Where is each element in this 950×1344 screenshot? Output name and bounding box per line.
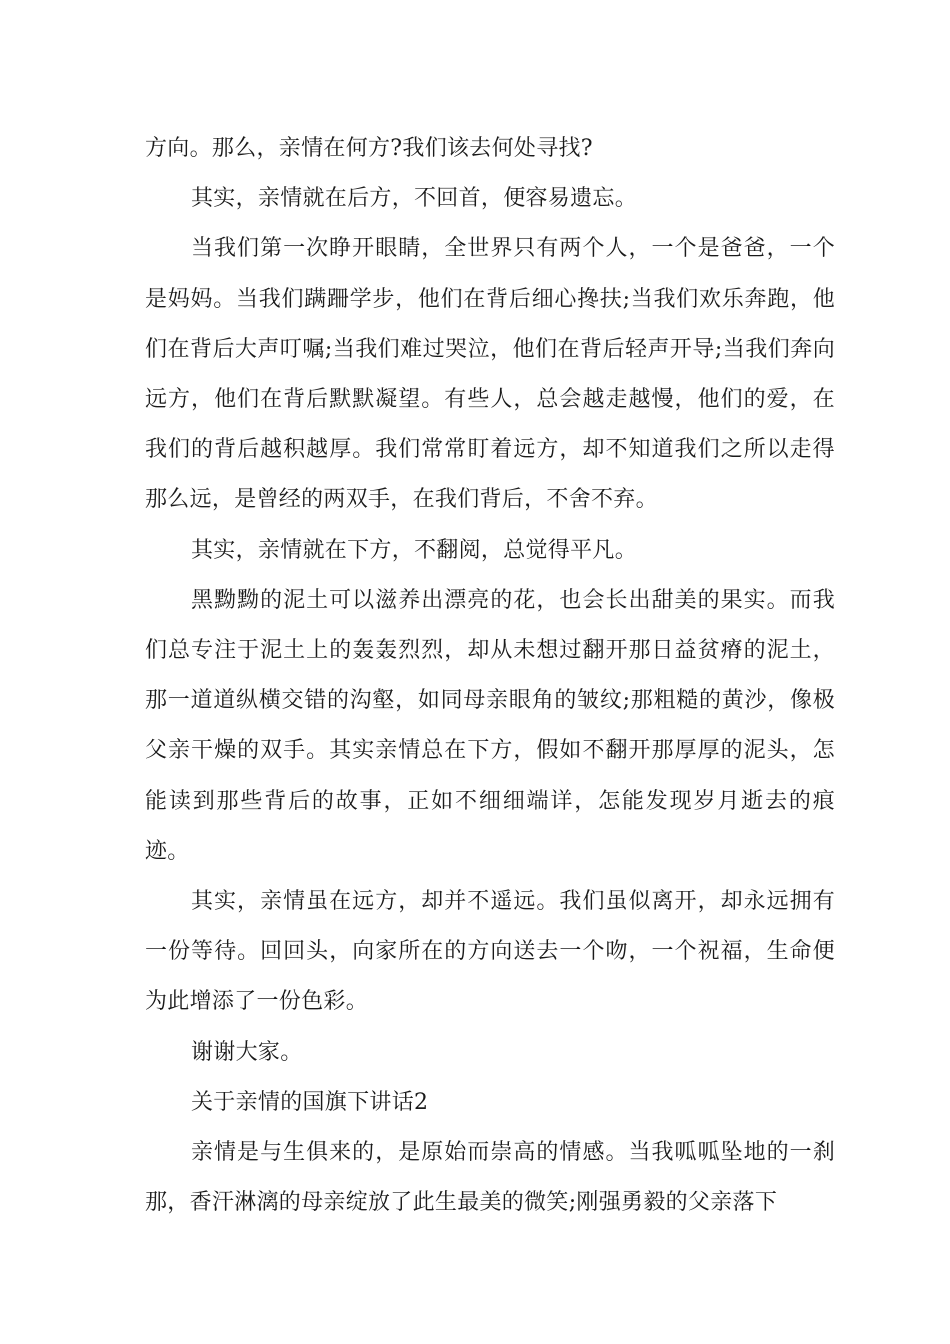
paragraph-5: 黑黝黝的泥土可以滋养出漂亮的花，也会长出甜美的果实。而我们总专注于泥土上的轰轰烈烈，却从未想过翻开那日益贫瘠的泥土，那一道道纵横交错的沟壑，如同母亲眼角的皱纹;那粗糙的黄沙，像极父亲干燥的双手。其实亲情总在下方，假如不翻开那厚厚的泥头，怎能读到那些背后的故事，正如不细细端详，怎能发现岁月逝去的痕迹。 xyxy=(145,587,835,864)
paragraph-7: 谢谢大家。 xyxy=(191,1039,303,1065)
paragraph-1: 方向。那么，亲情在何方?我们该去何处寻找? xyxy=(145,136,593,161)
document-body xyxy=(145,124,835,1228)
paragraph-4: 其实，亲情就在下方，不翻阅，总觉得平凡。 xyxy=(191,537,638,563)
paragraph-2: 其实，亲情就在后方，不回首，便容易遗忘。 xyxy=(191,186,638,212)
paragraph-9: 亲情是与生俱来的，是原始而崇高的情感。当我呱呱坠地的一刹那，香汗淋漓的母亲绽放了此生最美的微笑;刚强勇毅的父亲落下 xyxy=(145,1140,835,1216)
paragraph-6: 其实，亲情虽在远方，却并不遥远。我们虽似离开，却永远拥有一份等待。回回头，向家所在的方向送去一个吻，一个祝福，生命便为此增添了一份色彩。 xyxy=(145,889,835,1015)
paragraph-3: 当我们第一次睁开眼睛，全世界只有两个人，一个是爸爸，一个是妈妈。当我们蹒跚学步，他们在背后细心搀扶;当我们欢乐奔跑，他们在背后大声叮嘱;当我们难过哭泣，他们在背后轻声开导;当我们奔向远方，他们在背后默默凝望。有些人，总会越走越慢，他们的爱，在我们的背后越积越厚。我们常常盯着远方，却不知道我们之所以走得那么远，是曾经的两双手，在我们背后，不舍不弃。 xyxy=(145,236,835,513)
section-heading: 关于亲情的国旗下讲话2 xyxy=(191,1089,429,1115)
